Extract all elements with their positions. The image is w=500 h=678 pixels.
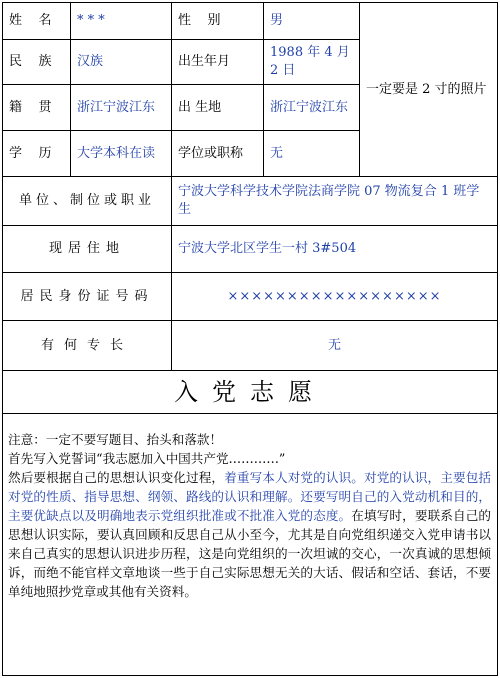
idcard-label: 居民身份证号码 [3,272,171,320]
address-value: 宁波大学北区学生一村 3#504 [171,225,497,272]
photo-placeholder: 一定要是 2 寸的照片 [359,3,497,176]
note-p3c: 在填写时，要联系自己的思想认识实际，要认真回顾和反思自己从小至今，尤其是自向党组织递交入党申请书以来自己真实的思想认识进步历程，这是向党组织的一次坦诚的交心，一次真诚的思想倾诉，而绝不能官样文章地谈一些于自己实际思想无关的大话、假话和空话、套话，不要单纯地照抄党章或其他有关资料。 [8,508,492,599]
education-value: 大学本科在读 [70,130,171,176]
application-form [2,2,498,676]
birth-label: 出生年月 [171,39,263,84]
gender-value: 男 [263,3,359,39]
note-paragraph [8,468,491,601]
native-value: 浙江宁波江东 [70,84,171,130]
ethnicity-label: 民 族 [3,39,70,84]
address-label: 现居住地 [3,225,171,272]
unit-value: 宁波大学科学技术学院法商学院 07 物流复合 1 班学生 [171,176,497,225]
note-p3a: 然后要根据自己的思想认识变化过程， [8,470,225,485]
note-line-1: 注意：一定不要写题目、抬头和落款！ [8,432,223,447]
name-label: 姓 名 [9,13,52,28]
unit-label: 单位、制位或职业 [3,176,171,225]
instructions [3,428,497,674]
section-title: 入党志愿 [3,370,497,414]
degree-label: 学位或职称 [171,130,263,176]
note-line-2: 首先写入党誓词“我志愿加入中国共产党…………” [8,451,286,466]
education-label: 学 历 [3,130,70,176]
specialty-label: 有何专长 [3,320,171,370]
specialty-value: 无 [171,320,497,370]
degree-value: 无 [263,130,359,176]
native-label: 籍 贯 [3,84,70,130]
birth-value: 1988 年 4 月 2 日 [263,39,359,84]
birthplace-label: 出 生地 [171,84,263,130]
idcard-value: ×××××××××××××××××× [171,272,497,320]
note-p3b: 着重写本人对党的认识。对党的认识，主要包括对党的性质、指导思想、纲领、路线的认识和理解。还要写明自己的入党动机和目的，主要优缺点以及明确地表示党组织批准或不批准入党的态度。 [8,470,492,523]
ethnicity-value: 汉族 [70,39,171,84]
name-value: * * * [70,3,171,39]
birthplace-value: 浙江宁波江东 [263,84,359,130]
gender-label: 性 别 [171,3,263,39]
